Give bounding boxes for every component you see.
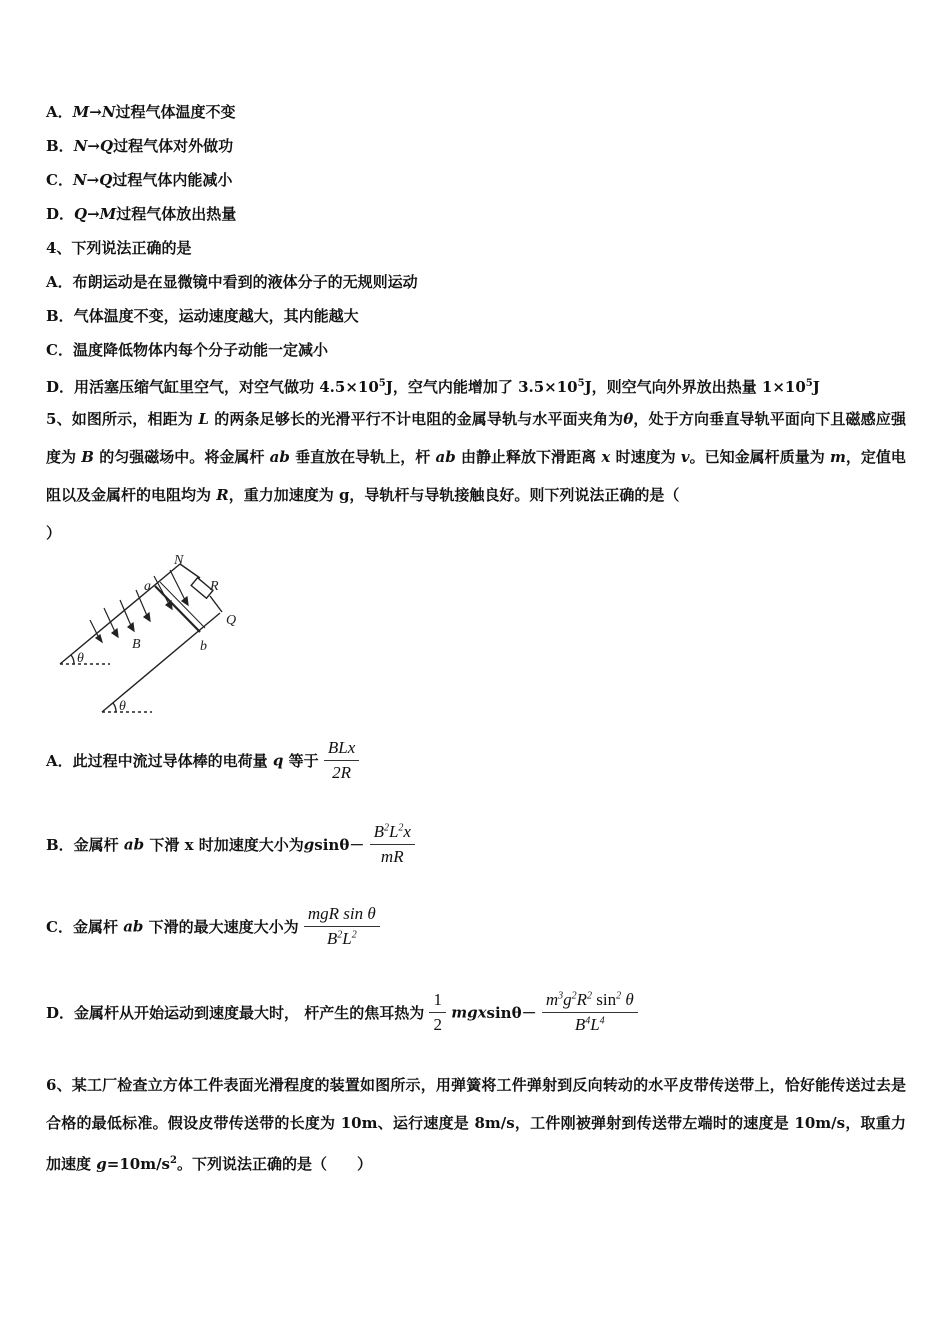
arrowhead-3	[128, 623, 134, 631]
q3-option-c: C．N→Q过程气体内能减小	[46, 171, 233, 189]
q5-option-a: A．此过程中流过导体棒的电荷量 q 等于 $\frac{\text{BLx}}{2R}$	[46, 738, 359, 783]
arrowhead-1	[96, 635, 102, 642]
fraction-half: $\frac{1}{2}$	[429, 990, 446, 1035]
field-arrow-5	[154, 576, 170, 606]
fraction-d: $\frac{m^3g^2R^2 \sin^2 \theta}{B^4L^4}$	[542, 990, 638, 1035]
q5-option-b: B．金属杆 ab 下滑 x 时加速度大小为gsinθ－ $\frac{B^2L^2x}{mR}$	[46, 822, 415, 867]
upper-rail	[60, 564, 180, 664]
q4-option-a: A．布朗运动是在显微镜中看到的液体分子的无规则运动	[46, 273, 418, 291]
q5-option-c: C．金属杆 ab 下滑的最大速度大小为 $\frac{\text{mgR sin θ}}{B^2L^2}$	[46, 904, 380, 949]
angle-arc-2	[113, 703, 116, 712]
field-arrow-3	[120, 600, 132, 628]
q6-stem: 6、某工厂检查立方体工件表面光滑程度的装置如图所示，用弹簧将工件弹射到反向转动的水平皮带传送带上，恰好能传送过去是合格的最低标准。假设皮带传送带的长度为 10m、运行速度是 8m/s，工件刚被弹射到传送带左端时的速度是 10m/s，取重力加速度 $g=10m/s^2$。下列说法正确的是（ ）	[46, 1076, 906, 1173]
q3-option-a: A．M→N过程气体温度不变	[46, 103, 236, 121]
arrowhead-5	[166, 601, 172, 609]
q4-option-b: B．气体温度不变，运动速度越大，其内能越大	[46, 307, 359, 325]
q3-option-d: D．Q→M过程气体放出热量	[46, 205, 237, 223]
label-theta-2: θ	[119, 699, 126, 714]
label-b-rod: b	[200, 639, 207, 654]
q3-option-b: B．N→Q过程气体对外做功	[46, 137, 234, 155]
q4-option-d: D．用活塞压缩气缸里空气，对空气做功 $4.5\times 10^5J$，空气内能增加了 $3.5\times 10^5J$，则空气向外界放出热量 $1\times 10^5J$	[46, 378, 820, 396]
label-q: Q	[226, 613, 237, 628]
connector-bottom	[210, 596, 222, 612]
field-arrow-2	[104, 608, 116, 634]
field-arrow-4	[136, 590, 148, 618]
rod-ab	[155, 586, 200, 632]
angle-arc-1	[71, 655, 74, 664]
q5-option-d: D．金属杆从开始运动到速度最大时， 杆产生的焦耳热为 $\frac{1}{2}$ mgxsinθ－ $\frac{m^3g^2R^2 \sin^2 \theta}{B^4L^4}$	[46, 990, 638, 1035]
fraction-c: $\frac{\text{mgR sin θ}}{B^2L^2}$	[304, 904, 380, 949]
arrowhead-2	[112, 629, 118, 637]
label-r: R	[210, 579, 219, 594]
arrowhead-6	[182, 597, 188, 605]
q4-stem: 4、下列说法正确的是	[46, 239, 192, 257]
label-b-field: B	[132, 637, 141, 652]
label-a: a	[144, 579, 151, 594]
fraction-b: $\frac{B^2L^2x}{mR}$	[370, 822, 415, 867]
fraction-a: $\frac{\text{BLx}}{2R}$	[324, 738, 359, 783]
label-n: N	[174, 553, 184, 568]
q5-figure	[40, 550, 270, 720]
q4-option-c: C．温度降低物体内每个分子动能一定减小	[46, 341, 328, 359]
field-arrow-6	[170, 570, 186, 602]
q5-stem: 5、如图所示，相距为 L 的两条足够长的光滑平行不计电阻的金属导轨与水平面夹角为θ，处于方向垂直导轨平面向下且磁感应强度为 B 的匀强磁场中。将金属杆 ab 垂直放在导轨上，杆 ab 由静止释放下滑距离 x 时速度为 v。已知金属杆质量为 m，定值电阻以及金属杆的电阻均为 R，重力加速度为 g，导轨杆与导轨接触良好。则下列说法正确的是（ ）	[46, 410, 906, 542]
lower-rail	[102, 613, 220, 712]
arrowhead-4	[144, 613, 150, 621]
label-theta-1: θ	[77, 651, 84, 666]
